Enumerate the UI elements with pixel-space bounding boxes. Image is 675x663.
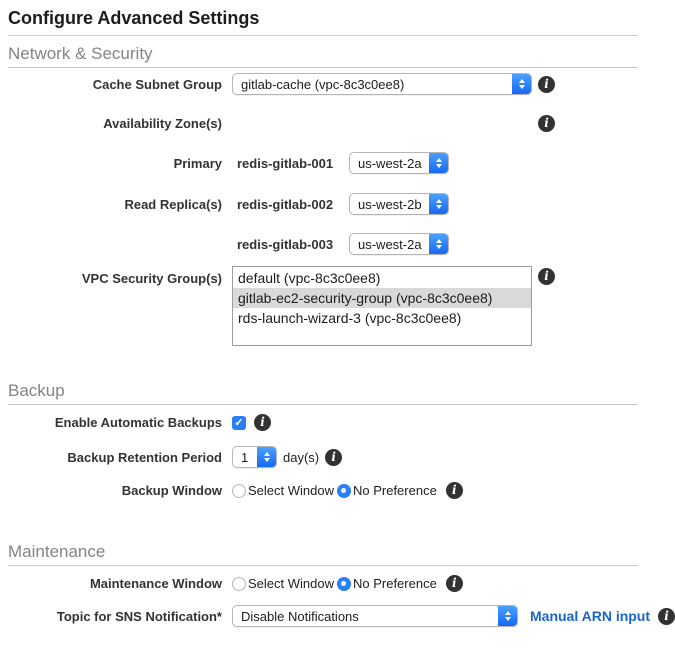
row-vpc-security-groups xyxy=(8,266,638,346)
section-heading-backup: Backup xyxy=(8,382,638,405)
topic-sns-notification-label: Topic for SNS Notification* xyxy=(56,608,222,624)
backup-retention-period-value: 1 xyxy=(241,449,249,465)
cache-subnet-group-select[interactable] xyxy=(232,73,532,95)
row-backup-window xyxy=(8,482,638,499)
enable-automatic-backups-label: Enable Automatic Backups xyxy=(54,415,222,430)
cache-subnet-group-label: Cache Subnet Group xyxy=(92,76,222,92)
backup-window-no-preference-radio[interactable] xyxy=(337,484,351,498)
section-heading-network-security: Network & Security xyxy=(8,45,638,68)
row-cache-subnet-group xyxy=(8,73,638,95)
info-icon[interactable]: i xyxy=(446,575,463,592)
row-availability-zones xyxy=(8,115,638,132)
info-icon[interactable]: i xyxy=(538,115,555,132)
replica-node-name: redis-gitlab-002 xyxy=(237,196,334,212)
row-primary xyxy=(8,152,638,174)
listbox-option[interactable]: rds-launch-wizard-3 (vpc-8c3c0ee8) xyxy=(238,310,462,326)
read-replicas-label: Read Replica(s) xyxy=(124,196,222,212)
replica-1-zone-select[interactable] xyxy=(349,193,449,215)
select-stepper-icon xyxy=(429,153,448,173)
select-stepper-icon xyxy=(429,194,448,214)
vpc-security-groups-label: VPC Security Group(s) xyxy=(81,271,222,286)
info-icon[interactable]: i xyxy=(446,482,463,499)
primary-zone-select[interactable] xyxy=(349,152,449,174)
backup-retention-period-select[interactable] xyxy=(232,446,277,468)
section-heading-maintenance: Maintenance xyxy=(8,543,638,566)
select-stepper-icon xyxy=(512,74,531,94)
maintenance-window-select-window-label: Select Window xyxy=(248,576,334,591)
info-icon[interactable]: i xyxy=(538,268,555,285)
replica-2-zone-value: us-west-2a xyxy=(358,236,422,252)
select-stepper-icon xyxy=(498,606,517,626)
info-icon[interactable]: i xyxy=(325,449,342,466)
primary-label: Primary xyxy=(173,155,222,171)
page-title: Configure Advanced Settings xyxy=(8,8,260,28)
backup-window-select-window-radio[interactable] xyxy=(232,484,246,498)
backup-window-no-preference-label: No Preference xyxy=(352,483,437,498)
maintenance-window-no-preference-radio[interactable] xyxy=(337,577,351,591)
listbox-option[interactable]: default (vpc-8c3c0ee8) xyxy=(238,270,381,286)
row-read-replica-1 xyxy=(8,193,638,215)
row-read-replica-2 xyxy=(8,233,638,255)
enable-automatic-backups-checkbox[interactable]: ✓ xyxy=(232,416,246,430)
info-icon[interactable]: i xyxy=(538,76,555,93)
backup-window-label: Backup Window xyxy=(121,483,222,498)
row-enable-automatic-backups xyxy=(8,414,638,431)
retention-unit-label: day(s) xyxy=(283,449,320,465)
cache-subnet-group-value: gitlab-cache (vpc-8c3c0ee8) xyxy=(241,76,405,92)
title-divider xyxy=(8,35,638,36)
replica-2-zone-select[interactable] xyxy=(349,233,449,255)
availability-zones-label: Availability Zone(s) xyxy=(103,116,222,131)
row-maintenance-window xyxy=(8,575,638,592)
maintenance-window-no-preference-label: No Preference xyxy=(352,576,437,591)
row-backup-retention-period xyxy=(8,446,638,468)
replica-node-name: redis-gitlab-003 xyxy=(237,236,334,252)
manual-arn-input-link[interactable]: Manual ARN input xyxy=(530,608,651,624)
vpc-security-groups-listbox[interactable] xyxy=(232,266,532,346)
row-topic-sns-notification xyxy=(8,605,669,627)
maintenance-window-select-window-radio[interactable] xyxy=(232,577,246,591)
spacer xyxy=(232,123,532,124)
primary-zone-value: us-west-2a xyxy=(358,155,422,171)
listbox-option-selected[interactable]: gitlab-ec2-security-group (vpc-8c3c0ee8) xyxy=(233,288,531,308)
sns-topic-value: Disable Notifications xyxy=(241,608,359,624)
replica-1-zone-value: us-west-2b xyxy=(358,196,422,212)
backup-retention-period-label: Backup Retention Period xyxy=(67,449,222,465)
backup-window-select-window-label: Select Window xyxy=(248,483,334,498)
primary-node-name: redis-gitlab-001 xyxy=(237,155,334,171)
info-icon[interactable]: i xyxy=(658,608,675,625)
sns-topic-select[interactable] xyxy=(232,605,518,627)
select-stepper-icon xyxy=(429,234,448,254)
info-icon[interactable]: i xyxy=(254,414,271,431)
maintenance-window-label: Maintenance Window xyxy=(89,576,222,591)
select-stepper-icon xyxy=(257,447,276,467)
